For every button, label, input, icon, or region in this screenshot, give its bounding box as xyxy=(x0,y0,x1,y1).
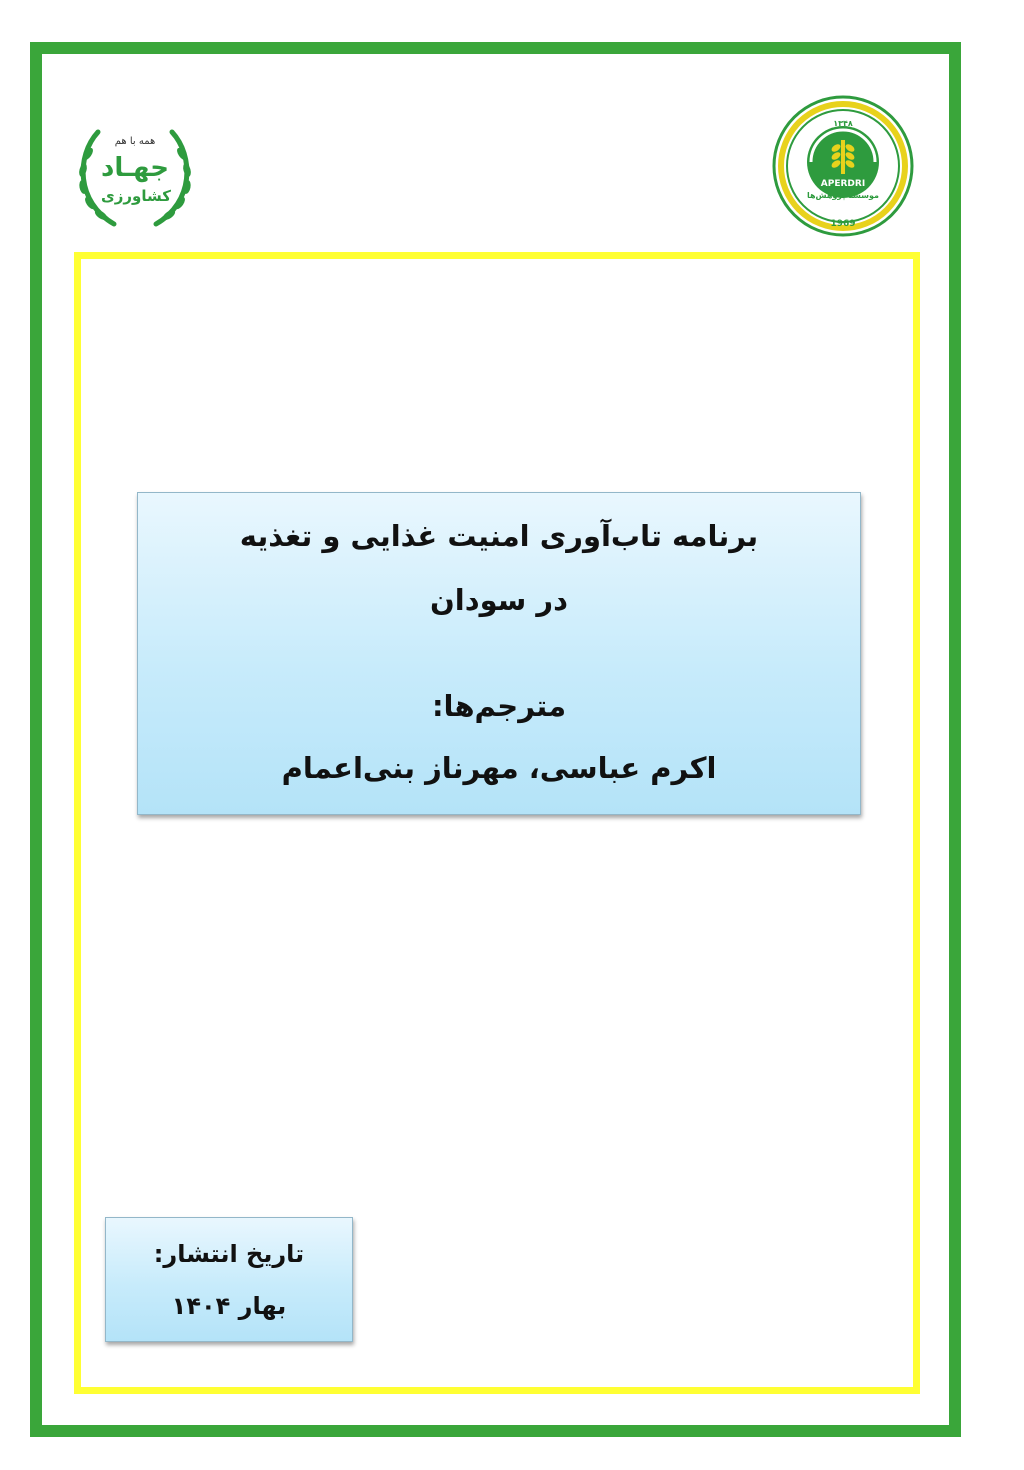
jihad-keshavarzi-logo xyxy=(70,106,200,240)
right-logo-acronym: APERDRI xyxy=(820,179,866,189)
publication-date-label: تاریخ انتشار: xyxy=(153,1240,305,1268)
right-logo-year-fa: ۱۳۴۸ xyxy=(833,119,853,128)
publication-date-value: بهار ۱۴۰۴ xyxy=(171,1292,287,1320)
right-logo-year: 1969 xyxy=(830,219,856,229)
title-box xyxy=(137,492,861,815)
left-logo-top-text: همه با هم xyxy=(114,136,156,147)
title-line-2: در سودان xyxy=(430,583,568,617)
translators-label: مترجم‌ها: xyxy=(431,689,567,723)
left-logo-main-word: جهـاد xyxy=(101,153,169,183)
aperdri-logo xyxy=(771,94,915,238)
left-logo-sub-word: کشاورزی xyxy=(101,187,171,205)
right-logo-inner-text: موسسه پژوهش‌ها xyxy=(807,191,879,200)
publication-date-box xyxy=(105,1217,353,1342)
title-line-1: برنامه تاب‌آوری امنیت غذایی و تغذیه xyxy=(239,519,759,553)
translators-names: اکرم عباسی، مهرناز بنی‌اعمام xyxy=(281,751,717,785)
